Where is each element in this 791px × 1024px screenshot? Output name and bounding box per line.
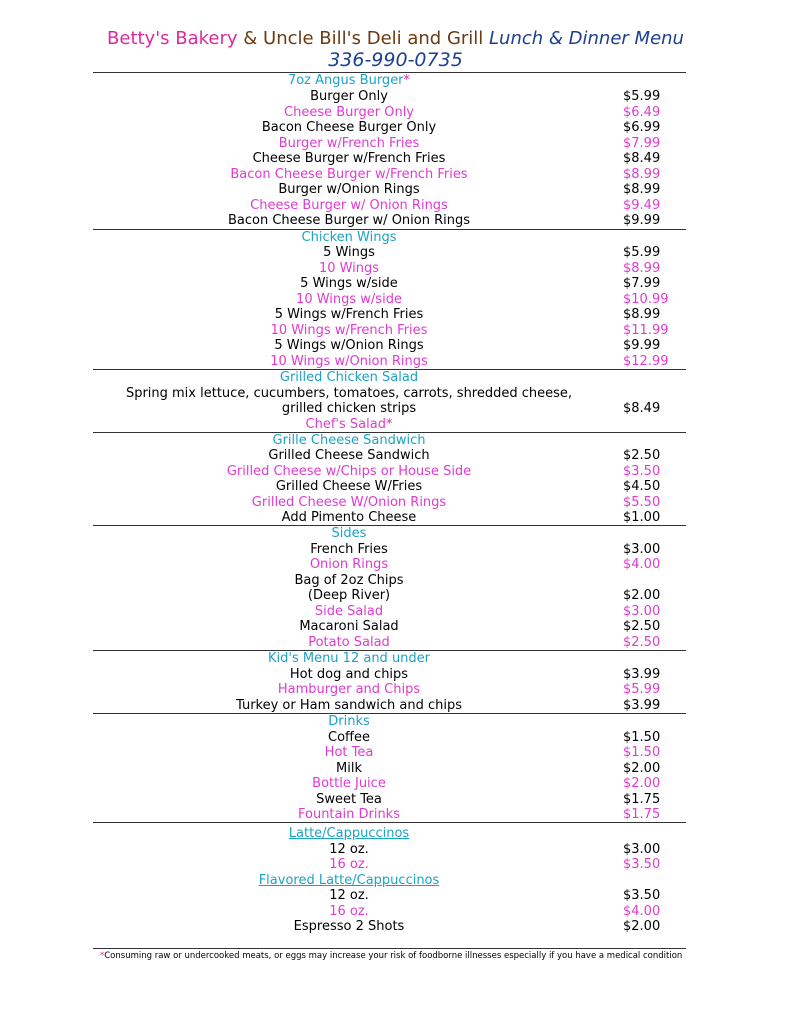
menu-item: 10 Wings $8.99 [318,260,661,276]
section-heading-kids: Kid's Menu 12 and under [267,651,431,666]
menu-item: Cheese Burger w/ Onion Rings $9.49 [250,197,661,213]
deli-name: & Uncle Bill's Deli and Grill [237,28,490,49]
section-heading-flavored-latte: Flavored Latte/Cappuccinos [258,872,440,888]
menu-item: 12 oz. $3.00 [329,841,661,857]
divider [93,948,686,949]
section-heading-wings: Chicken Wings [301,230,397,245]
section-heading-grilled-cheese: Grille Cheese Sandwich [272,433,426,448]
menu-item: Burger Only $5.99 [310,89,661,104]
menu-item: Burger w/French Fries $7.99 [278,135,661,151]
section-heading-burger: 7oz Angus Burger* [287,73,411,88]
menu-item: Burger w/Onion Rings $8.99 [278,182,661,197]
menu-item: 10 Wings w/side $10.99 [296,291,669,307]
menu-item: 16 oz. $4.00 [329,903,661,919]
menu-item: Potato Salad $2.50 [308,634,661,650]
section-heading-latte: Latte/Cappuccinos [288,826,410,841]
menu-item: 10 Wings w/French Fries $11.99 [270,322,669,338]
menu-item: Bacon Cheese Burger w/ Onion Rings $9.99 [227,213,661,228]
menu-item: 16 oz. $3.50 [329,857,661,872]
menu-item: 5 Wings $5.99 [323,245,661,260]
menu-item: 12 oz. $3.50 [329,888,661,903]
menu-item: Sweet Tea $1.75 [316,791,661,807]
menu-item: Hamburger and Chips $5.99 [277,682,661,697]
menu-item: Grilled Cheese w/Chips or House Side $3.50 [226,463,661,479]
section-heading-sides: Sides [331,526,367,541]
menu-item: Onion Rings $4.00 [309,557,661,572]
food-safety-disclaimer: *Consuming raw or undercooked meats, or eggs may increase your risk of foodborne illnesses especially if you have a medical condition [100,951,683,961]
menu-item: 5 Wings w/side $7.99 [300,276,661,291]
menu-item-chef-salad: Chef's Salad* [305,416,393,432]
menu-item: Espresso 2 Shots $2.00 [293,919,661,934]
menu-item: Bottle Juice $2.00 [312,776,661,791]
menu-item: Bacon Cheese Burger Only $6.99 [261,120,661,135]
section-heading-drinks: Drinks [328,714,370,729]
menu-item: Grilled Cheese Sandwich $2.50 [268,448,661,463]
menu-item: Side Salad $3.00 [314,603,661,619]
menu-item: Bag of 2oz Chips [294,572,404,588]
menu-type: Lunch & Dinner Menu [489,28,684,49]
menu-item: 5 Wings w/French Fries $8.99 [274,307,661,322]
menu-item: Turkey or Ham sandwich and chips $3.99 [235,697,661,713]
menu-item: Grilled Cheese W/Onion Rings $5.50 [251,494,661,510]
menu-item: Cheese Burger w/French Fries $8.49 [252,151,661,166]
menu-item: Add Pimento Cheese $1.00 [281,510,661,525]
menu-item: Fountain Drinks $1.75 [297,807,661,822]
menu-item: Milk $2.00 [336,760,661,776]
menu-item: 5 Wings w/Onion Rings $9.99 [274,338,661,353]
section-heading-salad: Grilled Chicken Salad [279,370,419,385]
menu-item: Grilled Cheese W/Fries $4.50 [275,479,661,494]
salad-description: Spring mix lettuce, cucumbers, tomatoes, carrots, shredded cheese, [125,385,573,401]
menu-item: Hot dog and chips $3.99 [289,666,661,682]
menu-item: Bacon Cheese Burger w/French Fries $8.99 [230,166,661,182]
restaurant-title [0,28,791,50]
menu-item: grilled chicken strips $8.49 [281,401,661,416]
menu-item: Macaroni Salad $2.50 [299,619,661,634]
menu-item: Hot Tea $1.50 [324,745,661,760]
menu-item: Cheese Burger Only $6.49 [284,104,661,120]
menu-header [0,28,791,71]
bakery-name: Betty's Bakery [107,28,238,49]
menu-item: French Fries $3.00 [310,541,661,557]
menu-item: Coffee $1.50 [328,729,661,745]
menu-item: 10 Wings w/Onion Rings $12.99 [270,353,669,369]
phone-number: 336-990-0735 [328,49,463,71]
menu-item: (Deep River) $2.00 [307,588,661,603]
